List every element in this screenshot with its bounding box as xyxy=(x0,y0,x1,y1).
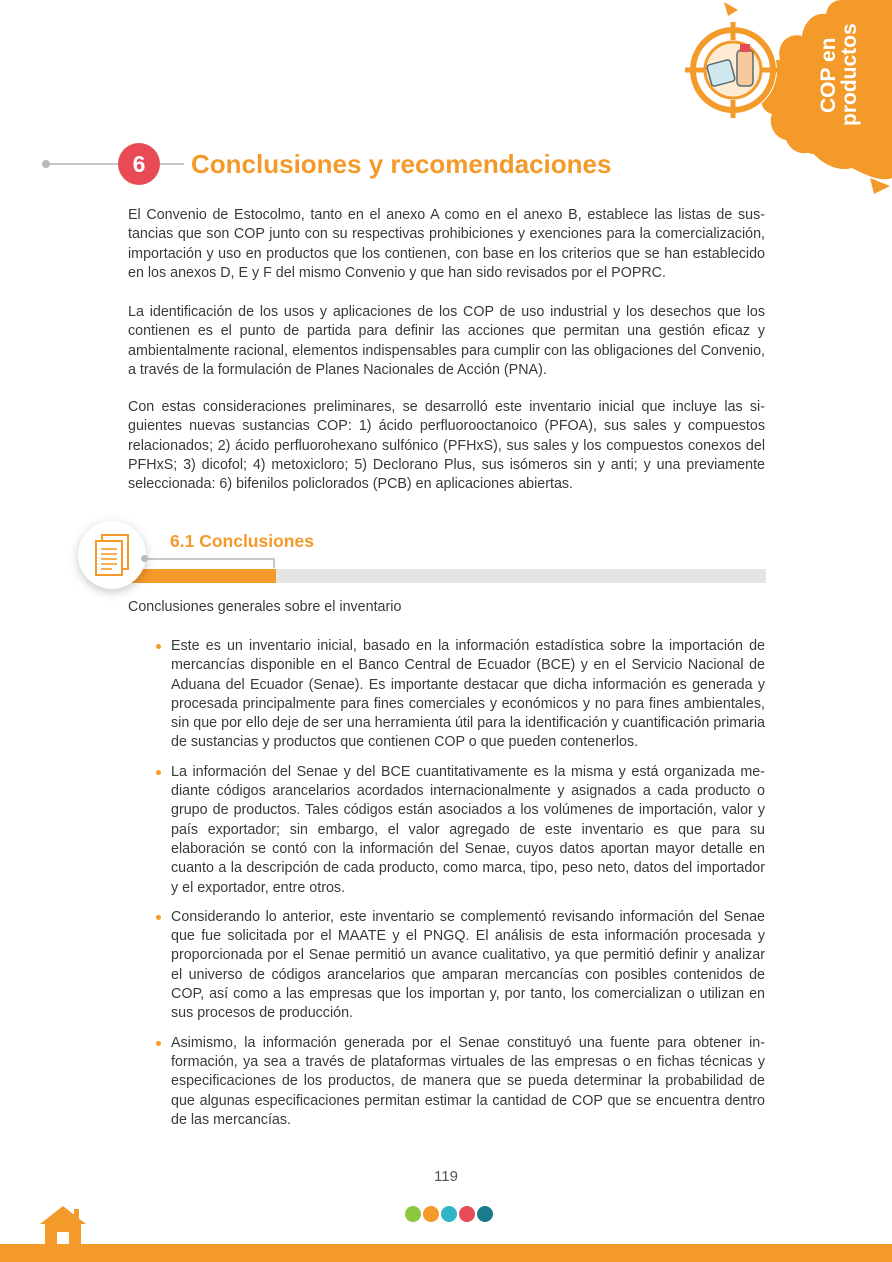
color-dot xyxy=(423,1206,439,1222)
paragraph-1: El Convenio de Estocolmo, tanto en el anexo A como en el anexo B, establece las listas de sustancias que son COP junto con su respectivas prohibiciones y exenciones para la comercialización, importación y uso en productos que los contienen, con base en los criterios que se han establecido en los anexos D, E y F del mismo Convenio y que han sido revisados por el POPRC. xyxy=(128,207,765,281)
paragraph-3: Con estas consideraciones preliminares, se desarrolló este inventario inicial que incluye las siguientes nuevas sustancias COP: 1) ácido perfluorooctanoico (PFOA), sus sales y compuestos relacionados; 2) ácido perfluorohexano sulfónico (PFHxS), sus sales y los compuestos conexos del PFHxS; 3) dicofol; 4) metoxicloro; 5) Declorano Plus, sus isómeros sin y anti; y una previamente seleccionada: 6) bifenilos policlorados (PCB) en aplicaciones abiertas. xyxy=(128,399,765,493)
subsection-title: 6.1 Conclusiones xyxy=(170,531,314,551)
heading-rule xyxy=(44,163,120,165)
list-item: Este es un inventario inicial, basado en la información estadística sobre la importación de mercancías disponible en el Banco Central de Ecuador (BCE) y en el Servicio Nacional de Aduana del Ecuador (Senae). Es importante destacar que dicha información es generada y procesada principalmente para fines comerciales y económicos y no para fines ambientales, sin que por ello deje de ser una herramienta útil para la identificación y cuantificación primaria de sustancias y productos que contienen COP o que pueden contenerlos. xyxy=(171,637,765,753)
conclusions-list xyxy=(171,637,765,1140)
list-item: Considerando lo anterior, este inventario se complementó revisando información del Senae que fue solicitada por el MAATE y el PNGQ. El análisis de esta información procesada y proporcionada por el Senae permitió un avance cualitativo, ya que permitió definir y analizar el universo de códigos arancelarios que amparan mercancías con posibles contenidos de COP, así como a las empresas que los importan y, por tanto, los comercializan o utilizan en sus procesos de producción. xyxy=(171,908,765,1024)
color-dots xyxy=(405,1206,493,1222)
color-dot xyxy=(441,1206,457,1222)
color-dot xyxy=(459,1206,475,1222)
section-title: Conclusiones y recomendaciones xyxy=(191,149,612,179)
list-item: La información del Senae y del BCE cuantitativamente es la misma y está organizada mediante códigos arancelarios acordados internacionalmente y asignados a cada producto o grupo de productos. Tales códigos están asociados a los volúmenes de importación, valor y país exportador; sin embargo, el valor agregado de este inventario es que para su elaboración se contó con la información del Senae, cuyos datos aportan mayor detalle en cuanto a la descripción de cada producto, como marca, tipo, peso neto, datos del importador y el exportador, entre otros. xyxy=(171,763,765,898)
color-dot xyxy=(405,1206,421,1222)
color-dot xyxy=(477,1206,493,1222)
documents-icon xyxy=(92,533,132,577)
subsection-connector xyxy=(145,558,275,568)
heading-rule-right xyxy=(160,163,184,165)
target-with-products-icon xyxy=(683,22,783,122)
section-number-badge: 6 xyxy=(118,143,160,185)
heading-dot xyxy=(42,160,50,168)
page-number: 119 xyxy=(434,1168,458,1185)
subsection-dot xyxy=(141,555,148,562)
list-item: Asimismo, la información generada por el Senae constituyó una fuente para obtener información, ya sea a través de plataformas virtuales de las empresas o en fichas técnicas y especificaciones de los productos, de manera que se pueda determinar la probabilidad de que algunas especificaciones permitan estimar la cantidad de COP que se encuentra dentro de las mercancías. xyxy=(171,1034,765,1130)
paragraph-2: La identificación de los usos y aplicaciones de los COP de uso industrial y los desechos que los contienen es el punto de partida para definir las acciones que permitan una gestión eficaz y ambientalmente racional, elementos indispensables para cumplir con las obligaciones del Convenio, a través de la formulación de Planes Nacionales de Acción (PNA). xyxy=(128,304,765,378)
footer-bar xyxy=(0,1244,892,1262)
home-icon[interactable] xyxy=(38,1204,88,1246)
subsection-intro: Conclusiones generales sobre el inventario xyxy=(128,599,402,615)
corner-tab-label: COP en productos xyxy=(817,23,861,127)
subsection-icon-badge xyxy=(78,521,146,589)
